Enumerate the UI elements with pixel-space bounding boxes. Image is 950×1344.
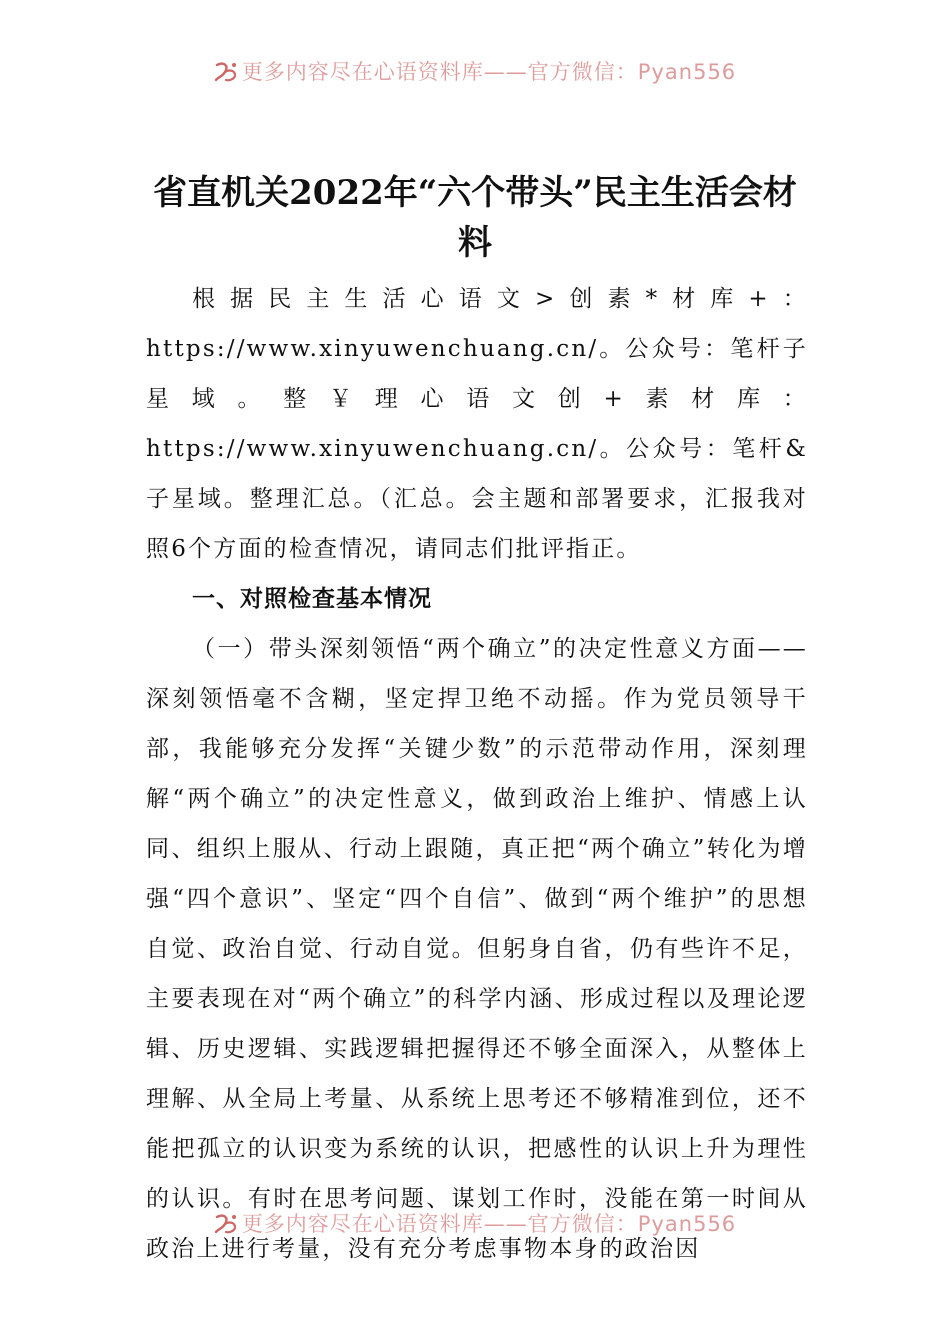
watermark-text: 更多内容尽在心语资料库——官方微信：Pyan556 (241, 60, 737, 84)
page-title: 省直机关2022年“六个带头”民主生活会材料 (153, 173, 797, 263)
paragraph-section-1: （一）带头深刻领悟“两个确立”的决定性意义方面——深刻领悟毫不含糊，坚定捍卫绝不动摇。作为党员领导干部，我能够充分发挥“关键少数”的示范带动作用，深刻理解“两个确立”的决定性意义，做到政治上维护、情感上认同、组织上服从、行动上跟随，真正把“两个确立”转化为增强“四个意识”、坚定“四个自信”、做到“两个维护”的思想自觉、政治自觉、行动自觉。但躬身自省，仍有些许不足，主要表现在对“两个确立”的科学内涵、形成过程以及理论逻辑、历史逻辑、实践逻辑把握得还不够全面深入，从整体上理解、从全局上考量、从系统上思考还不够精准到位，还不能把孤立的认识变为系统的认识，把感性的认识上升为理性的认识。有时在思考问题、谋划工作时，没能在第一时间从政治上进行考量，没有充分考虑事物本身的政治因 (146, 636, 808, 1262)
logo-icon (214, 61, 238, 83)
watermark-top (0, 56, 950, 86)
watermark-text: 更多内容尽在心语资料库——官方微信：Pyan556 (241, 1212, 737, 1236)
section-heading: 一、对照检查基本情况 (192, 586, 432, 612)
watermark-bottom (0, 1208, 950, 1238)
paragraph-intro: 根据民主生活心语文>创素*材库+：https://www.xinyuwenchuang.cn/。公众号：笔杆子星域。整￥理心语文创+素材库：https://www.xinyuwenchuang.cn/。公众号：笔杆&子星域。整理汇总。（汇总。会主题和部署要求，汇报我对照6个方面的检查情况，请同志们批评指正。 (146, 286, 808, 562)
logo-icon (214, 1213, 238, 1235)
document-body (146, 274, 808, 1274)
